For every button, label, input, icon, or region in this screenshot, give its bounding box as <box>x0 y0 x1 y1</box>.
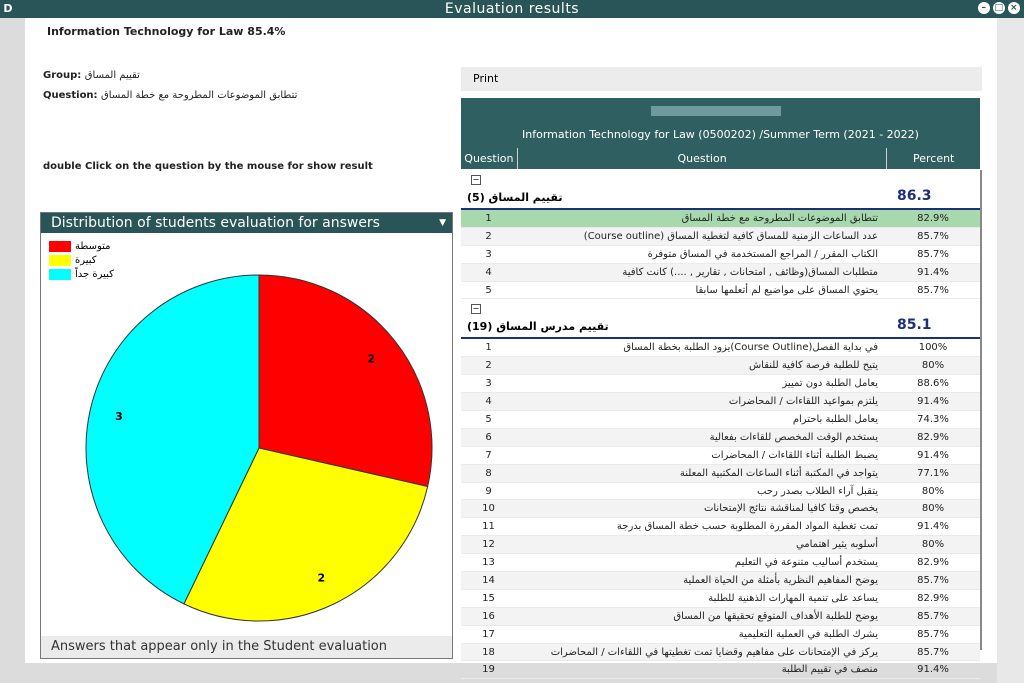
collapse-icon[interactable]: − <box>472 304 480 314</box>
question-percent: 100% <box>918 342 948 354</box>
table-row[interactable] <box>461 536 980 554</box>
question-number: 14 <box>482 575 495 587</box>
question-label: Question: <box>43 90 98 101</box>
question-percent: 91.4% <box>917 449 949 461</box>
question-percent: 85.7% <box>917 628 949 640</box>
table-row[interactable] <box>461 483 980 501</box>
question-number: 9 <box>485 485 492 497</box>
pie-slice-label: 2 <box>317 571 326 585</box>
question-text: يوضح للطلبة الأهداف المتوقع تحقيقها من المساق <box>673 610 878 622</box>
question-percent: 91.4% <box>917 664 949 676</box>
pie-slice-label: 2 <box>367 352 376 366</box>
question-text: يشرك الطلبة في العملية التعليمية <box>738 628 878 640</box>
legend-label: كبيرة جداً <box>75 268 114 280</box>
question-percent: 88.6% <box>917 378 949 390</box>
legend-label: متوسطة <box>75 240 111 252</box>
dropdown-caret-icon[interactable]: ▼ <box>439 218 446 228</box>
table-row[interactable] <box>461 554 980 572</box>
hint-text: double Click on the question by the mouse for show result <box>43 161 373 172</box>
pie-slice-label: 3 <box>115 410 123 424</box>
question-number: 16 <box>482 610 495 622</box>
content-area <box>25 18 997 676</box>
table-row[interactable] <box>461 447 980 465</box>
group-score: 85.1 <box>897 317 932 334</box>
question-percent: 85.7% <box>917 610 949 622</box>
group-line <box>43 70 140 81</box>
question-number: 4 <box>485 266 492 278</box>
app-logo-icon: D <box>0 0 16 18</box>
minimize-icon[interactable]: – <box>978 2 990 14</box>
question-number: 18 <box>482 646 495 658</box>
table-row[interactable] <box>461 626 980 644</box>
table-row[interactable] <box>461 590 980 608</box>
question-text: في بداية الفصل(Course Outline)يزود الطلبة بخطة المساق <box>623 342 878 354</box>
table-row[interactable] <box>461 429 980 447</box>
question-text: يضبط الطلبة أثناء اللقاءات / المحاضرات <box>711 449 878 461</box>
question-number: 19 <box>482 664 495 676</box>
pie-chart <box>41 233 452 633</box>
group-title: تقييم المساق (5) <box>467 191 563 204</box>
table-column-headers <box>461 148 980 169</box>
question-percent: 85.7% <box>917 248 949 260</box>
question-text: يساعد على تنمية المهارات الذهنية للطلبة <box>708 592 878 604</box>
question-text: يستخدم الوقت المخصص للقاءات بفعالية <box>709 431 878 443</box>
question-percent: 82.9% <box>917 431 949 443</box>
question-number: 15 <box>482 592 495 604</box>
distribution-panel <box>40 212 453 659</box>
table-row[interactable] <box>461 644 980 662</box>
question-text: يلتزم بمواعيد اللقاءات / المحاضرات <box>728 396 878 408</box>
question-number: 3 <box>485 378 492 390</box>
group-score: 86.3 <box>897 188 932 204</box>
question-text: يوضح المفاهيم النظرية بأمثلة من الحياة العملية <box>683 575 878 587</box>
question-percent: 85.7% <box>917 646 949 658</box>
table-row[interactable] <box>461 210 980 228</box>
question-percent: 91.4% <box>917 396 949 408</box>
question-text: يستخدم أساليب متنوعة في التعليم <box>734 557 878 569</box>
question-number: 12 <box>482 539 495 551</box>
table-row[interactable] <box>461 411 980 429</box>
panel-title: Distribution of students evaluation for answers <box>51 215 380 231</box>
question-value: تتطابق الموضوعات المطروحة مع خطة المساق <box>101 90 298 101</box>
group-header <box>461 317 980 339</box>
question-percent: 91.4% <box>917 521 949 533</box>
question-text: يحتوي المساق على مواضيع لم أتعلمها سابقا <box>695 284 878 296</box>
question-text: يتواجد في المكتبة أثناء الساعات المكتبية المعلنة <box>679 467 878 479</box>
table-row[interactable] <box>461 572 980 590</box>
group-toggle[interactable] <box>461 299 980 317</box>
question-line <box>43 90 297 101</box>
table-row[interactable] <box>461 608 980 626</box>
question-number: 6 <box>485 431 492 443</box>
question-text: يركز في الإمتحانات على مفاهيم وقضايا تمت تغطيتها في اللقاءات / المحاضرات <box>550 646 878 658</box>
question-percent: 85.7% <box>917 284 949 296</box>
maximize-icon[interactable]: □ <box>994 3 1004 13</box>
question-number: 2 <box>485 360 492 372</box>
table-row[interactable] <box>461 339 980 357</box>
question-text: أسلوبه يثير اهتمامي <box>795 539 878 551</box>
question-text: تمت تغطية المواد المقررة المطلوبة حسب خطة المساق بدرجة <box>616 521 878 533</box>
side-margin <box>997 18 1024 683</box>
table-row[interactable] <box>461 375 980 393</box>
question-number: 5 <box>485 414 492 426</box>
question-number: 2 <box>485 230 492 242</box>
table-row[interactable] <box>461 465 980 483</box>
legend-label: كبيرة <box>75 254 97 266</box>
collapse-icon[interactable]: − <box>472 175 480 184</box>
course-header: Information Technology for Law (0500202) /Summer Term (2021 - 2022) <box>461 122 980 148</box>
question-percent: 82.9% <box>917 557 949 569</box>
panel-footer: Answers that appear only in the Student evaluation <box>41 636 452 658</box>
course-summary: Information Technology for Law 85.4% <box>47 25 286 38</box>
table-top-header <box>461 98 980 122</box>
window-titlebar <box>0 0 1024 18</box>
col-percent[interactable]: Percent <box>912 152 955 165</box>
question-number: 5 <box>485 284 492 296</box>
col-question[interactable]: Question <box>518 148 888 169</box>
question-percent: 77.1% <box>917 467 949 479</box>
question-number: 4 <box>485 396 492 408</box>
group-label: Group: <box>43 70 82 81</box>
table-row[interactable] <box>461 228 980 246</box>
question-text: يعامل الطلبة باحترام <box>792 414 878 426</box>
group-toggle[interactable] <box>461 170 980 188</box>
question-percent: 74.3% <box>917 414 949 426</box>
table-row[interactable] <box>461 357 980 375</box>
question-percent: 82.9% <box>917 592 949 604</box>
question-number: 10 <box>482 503 495 515</box>
question-number: 3 <box>485 248 492 260</box>
panel-header <box>41 213 452 233</box>
question-text: يخصص وقتا كافيا لمناقشة نتائج الإمتحانات <box>703 503 878 515</box>
table-row[interactable] <box>461 518 980 536</box>
question-number: 1 <box>485 213 492 224</box>
results-grid <box>461 170 980 676</box>
question-percent: 82.9% <box>917 213 949 224</box>
question-percent: 80% <box>921 485 945 497</box>
group-value: تقييم المساق <box>84 70 140 81</box>
question-text: يتيح للطلبة فرصة كافية للنقاش <box>748 360 878 372</box>
table-row[interactable] <box>461 661 980 679</box>
question-percent: 85.7% <box>917 575 949 587</box>
question-percent: 80% <box>921 539 945 551</box>
scrollbar[interactable] <box>980 170 982 650</box>
window-title: Evaluation results <box>444 1 580 17</box>
question-text: الكتاب المقرر / المراجع المستخدمة في المساق متوفرة <box>647 248 878 260</box>
question-text: متطلبات المساق(وظائف , امتحانات , تقارير , ....) كانت كافية <box>622 266 878 278</box>
question-number: 7 <box>485 449 492 461</box>
table-row[interactable] <box>461 246 980 264</box>
question-number: 17 <box>482 628 495 640</box>
question-text: منصف في تقييم الطلبة <box>781 664 878 676</box>
table-row[interactable] <box>461 500 980 518</box>
group-title: تقييم مدرس المساق (19) <box>467 320 609 334</box>
question-number: 13 <box>482 557 495 569</box>
print-button[interactable]: Print <box>461 67 982 91</box>
table-row[interactable] <box>461 264 980 282</box>
question-percent: 80% <box>921 360 945 372</box>
close-icon[interactable]: × <box>1009 3 1019 13</box>
table-row[interactable] <box>461 282 980 300</box>
group-header <box>461 188 980 210</box>
question-number: 1 <box>485 342 492 354</box>
question-number: 11 <box>482 521 495 533</box>
question-number: 8 <box>485 467 492 479</box>
question-percent: 85.7% <box>917 230 949 242</box>
question-percent: 80% <box>921 503 945 515</box>
question-percent: 91.4% <box>917 266 949 278</box>
question-text: تتطابق الموضوعات المطروحة مع خطة المساق <box>681 213 878 224</box>
question-text: عدد الساعات الزمنية للمساق كافية لتغطية المساق (Course outline) <box>583 230 878 242</box>
question-text: يعامل الطلبة دون تمييز <box>782 378 878 390</box>
col-question-no[interactable]: Question <box>461 148 518 169</box>
question-text: يتقبل آراء الطلاب بصدر رحب <box>756 485 878 497</box>
blurred-text <box>651 106 781 116</box>
table-row[interactable] <box>461 393 980 411</box>
